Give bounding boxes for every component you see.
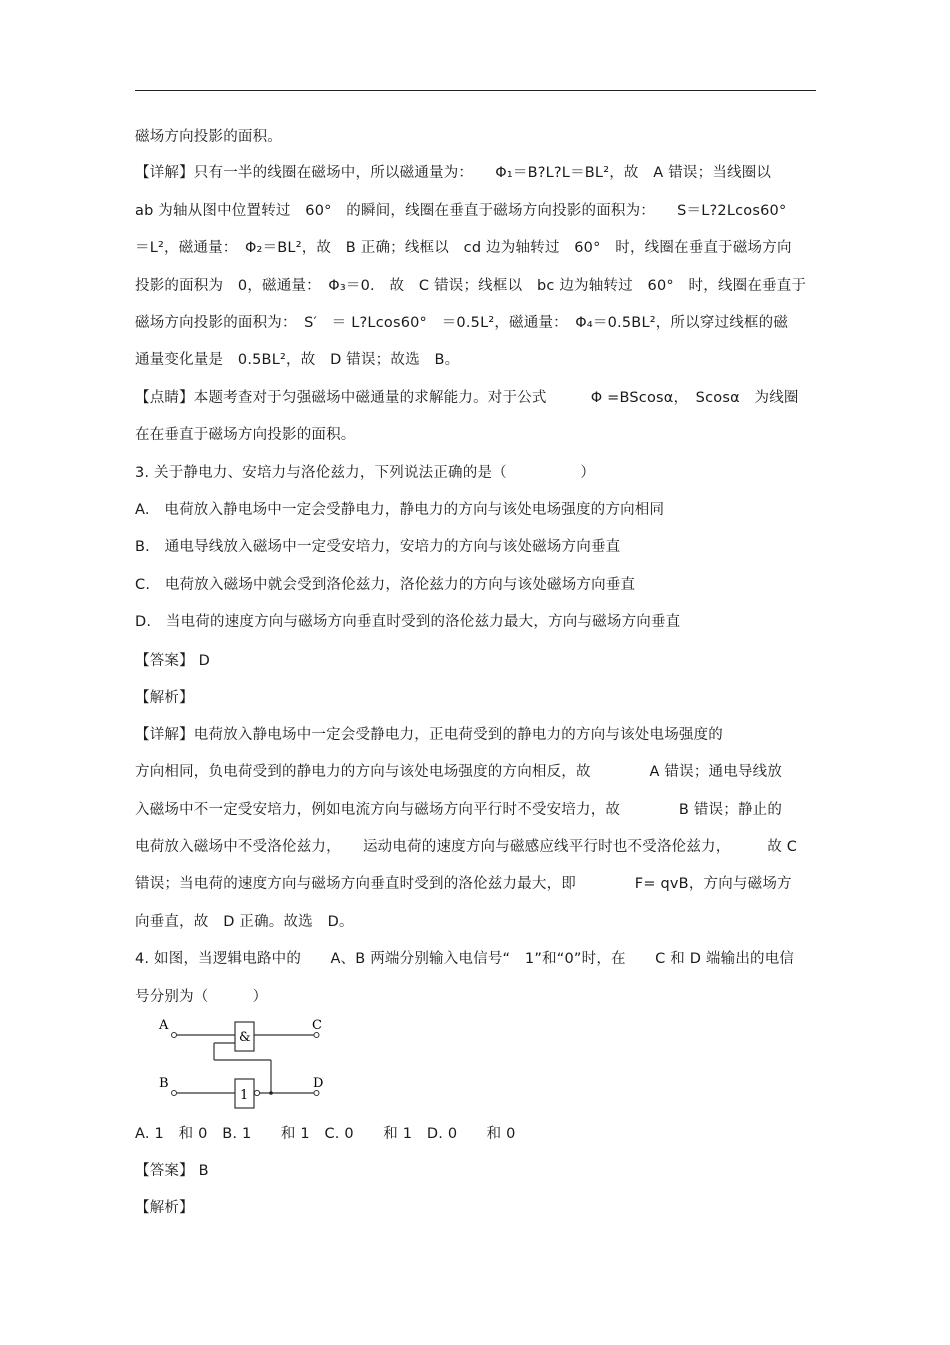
text-line: 入磁场中不一定受安培力，例如电流方向与磁场方向平行时不受安培力，故 B 错误；静止的 (135, 802, 783, 818)
text-line: 【详解】电荷放入静电场中一定会受静电力，正电荷受到的静电力的方向与该处电场强度的 (135, 727, 723, 743)
option-b: B. 通电导线放入磁场中一定受安培力，安培力的方向与该处磁场方向垂直 (135, 539, 621, 555)
text-line: 通量变化量是 0.5BL²，故 D 错误；故选 B。 (135, 352, 460, 368)
terminal-a-node (172, 1033, 177, 1038)
question-4-stem: 号分别为（ ） (135, 989, 268, 1005)
option-c: C. 电荷放入磁场中就会受到洛伦兹力，洛伦兹力的方向与该处磁场方向垂直 (135, 577, 636, 593)
junction-dot (269, 1091, 273, 1095)
question-4-stem: 4. 如图，当逻辑电路中的 A、B 两端分别输入电信号“ 1”和“0”时，在 C 和 D 端输出的电信 (135, 951, 795, 967)
option-d: D. 当电荷的速度方向与磁场方向垂直时受到的洛伦兹力最大，方向与磁场方向垂直 (135, 614, 681, 630)
text-line: 电荷放入磁场中不受洛伦兹力， 运动电荷的速度方向与磁感应线平行时也不受洛伦兹力， 故 C (135, 839, 798, 855)
note-line: 【点睛】本题考查对于匀强磁场中磁通量的求解能力。对于公式 Φ =BScosα， Scosα 为线圈 (135, 390, 799, 406)
terminal-c-node (314, 1033, 319, 1038)
and-gate-symbol: & (239, 1030, 251, 1045)
text-line: ＝L²，磁通量： Φ₂＝BL²，故 B 正确；线框以 cd 边为轴转过 60° 时，线圈在垂直于磁场方向 (135, 240, 792, 256)
text-line: 磁场方向投影的面积为： S′ ＝ L?Lcos60° ＝0.5L²，磁通量： Φ₄＝0.5BL²，所以穿过线框的磁 (135, 315, 789, 331)
header-rule (135, 90, 816, 91)
question-4-options: A. 1 和 0 B. 1 和 1 C. 0 和 1 D. 0 和 0 (135, 1126, 516, 1142)
text-line: 向垂直，故 D 正确。故选 D。 (135, 914, 354, 930)
text-line: 【详解】只有一半的线圈在磁场中，所以磁通量为： Φ₁＝B?L?L＝BL²，故 A 错误；当线圈以 (135, 165, 772, 181)
text-line: 投影的面积为 0，磁通量： Φ₃＝0. 故 C 错误；线框以 bc 边为轴转过 60° 时，线圈在垂直于 (135, 278, 807, 294)
terminal-b-label: B (159, 1076, 169, 1091)
terminal-d-label: D (313, 1076, 324, 1091)
terminal-d-node (314, 1091, 319, 1096)
terminal-c-label: C (312, 1018, 322, 1033)
option-a: A. 电荷放入静电场中一定会受静电力，静电力的方向与该处电场强度的方向相同 (135, 502, 665, 518)
answer-label: 【答案】 D (135, 653, 210, 669)
text-line: 方向相同，负电荷受到的静电力的方向与该处电场强度的方向相反，故 A 错误；通电导线放 (135, 764, 783, 780)
terminal-a-label: A (159, 1018, 169, 1033)
answer-label: 【答案】 B (135, 1163, 209, 1179)
terminal-b-node (172, 1091, 177, 1096)
text-line: 错误；当电荷的速度方向与磁场方向垂直时受到的洛伦兹力最大，即 F= qvB，方向与磁场方 (135, 876, 792, 892)
note-line: 在在垂直于磁场方向投影的面积。 (135, 427, 356, 443)
analysis-label: 【解析】 (135, 1200, 194, 1216)
question-3-stem: 3. 关于静电力、安培力与洛伦兹力，下列说法正确的是（ ） (135, 465, 596, 481)
inverter-bubble (254, 1090, 259, 1095)
analysis-label: 【解析】 (135, 690, 194, 706)
text-line: ab 为轴从图中位置转过 60° 的瞬间，线圈在垂直于磁场方向投影的面积为： S＝L?2Lcos60° (135, 203, 787, 219)
not-gate-symbol: 1 (240, 1088, 249, 1103)
text-line: 磁场方向投影的面积。 (135, 129, 282, 145)
logic-circuit-diagram (150, 1012, 340, 1112)
